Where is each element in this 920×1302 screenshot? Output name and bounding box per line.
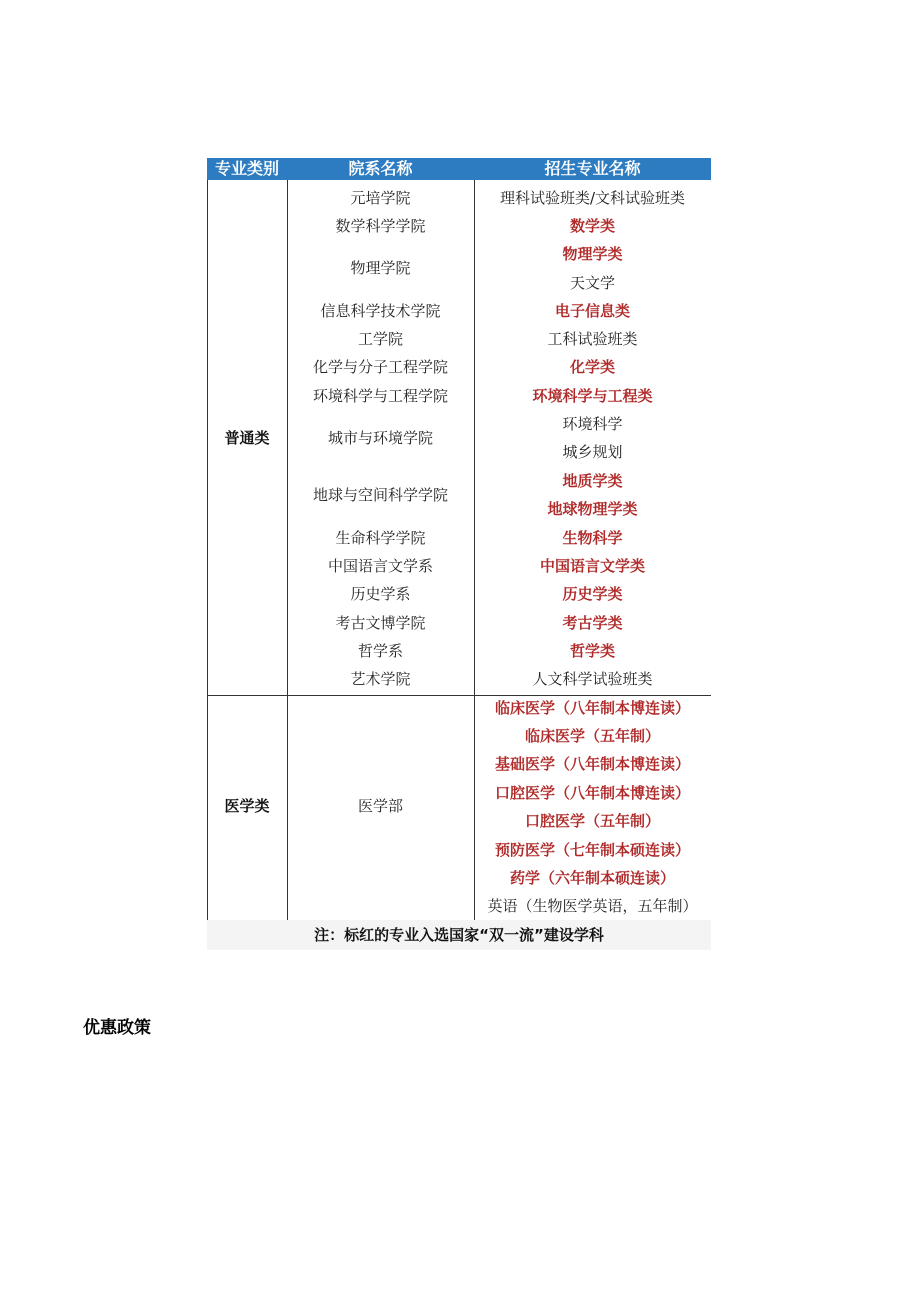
department-cell: 历史学系 xyxy=(350,585,411,603)
major-cell: 地球物理学类 xyxy=(547,500,638,518)
divider xyxy=(207,695,711,696)
major-cell: 电子信息类 xyxy=(554,302,630,320)
majors-table xyxy=(207,158,711,950)
major-cell: 哲学类 xyxy=(569,642,615,660)
major-cell: 中国语言文学类 xyxy=(539,557,645,575)
header-major: 招生专业名称 xyxy=(474,158,711,180)
major-cell: 口腔医学（五年制） xyxy=(524,812,660,830)
major-cell: 天文学 xyxy=(569,274,615,292)
major-cell: 地质学类 xyxy=(562,472,623,490)
table-note: 注：标红的专业入选国家“双一流”建设学科 xyxy=(207,920,711,950)
major-cell: 药学（六年制本硕连读） xyxy=(509,869,675,887)
department-cell: 地球与空间科学学院 xyxy=(312,486,448,504)
major-cell: 工科试验班类 xyxy=(547,330,638,348)
major-cell: 城乡规划 xyxy=(562,443,623,461)
department-cell: 哲学系 xyxy=(357,642,403,660)
department-cell: 化学与分子工程学院 xyxy=(312,358,448,376)
major-cell: 环境科学 xyxy=(562,415,623,433)
major-cell: 基础医学（八年制本博连读） xyxy=(494,755,690,773)
section-title: 优惠政策 xyxy=(83,1018,151,1038)
header-department: 院系名称 xyxy=(287,158,474,180)
major-cell: 环境科学与工程类 xyxy=(532,387,653,405)
department-cell: 城市与环境学院 xyxy=(327,429,433,447)
department-cell: 工学院 xyxy=(357,330,403,348)
category-medical: 医学类 xyxy=(224,797,270,815)
major-cell: 临床医学（五年制） xyxy=(524,727,660,745)
major-cell: 人文科学试验班类 xyxy=(532,670,653,688)
department-cell: 环境科学与工程学院 xyxy=(312,387,448,405)
department-cell: 生命科学学院 xyxy=(335,529,426,547)
department-cell: 物理学院 xyxy=(350,259,411,277)
major-cell: 数学类 xyxy=(569,217,615,235)
department-cell: 中国语言文学系 xyxy=(327,557,433,575)
department-cell: 医学部 xyxy=(357,797,403,815)
major-cell: 临床医学（八年制本博连读） xyxy=(494,699,690,717)
major-cell: 英语（生物医学英语，五年制） xyxy=(487,897,698,915)
major-cell: 理科试验班类/文科试验班类 xyxy=(499,189,686,207)
department-cell: 数学科学学院 xyxy=(335,217,426,235)
department-cell: 元培学院 xyxy=(350,189,411,207)
header-category: 专业类别 xyxy=(207,158,287,180)
major-cell: 预防医学（七年制本硕连读） xyxy=(494,841,690,859)
major-cell: 历史学类 xyxy=(562,585,623,603)
department-cell: 艺术学院 xyxy=(350,670,411,688)
major-cell: 生物科学 xyxy=(562,529,623,547)
major-cell: 物理学类 xyxy=(562,245,623,263)
major-cell: 化学类 xyxy=(569,358,615,376)
department-cell: 考古文博学院 xyxy=(335,614,426,632)
department-cell: 信息科学技术学院 xyxy=(320,302,441,320)
category-general: 普通类 xyxy=(224,429,270,447)
major-cell: 口腔医学（八年制本博连读） xyxy=(494,784,690,802)
major-cell: 考古学类 xyxy=(562,614,623,632)
